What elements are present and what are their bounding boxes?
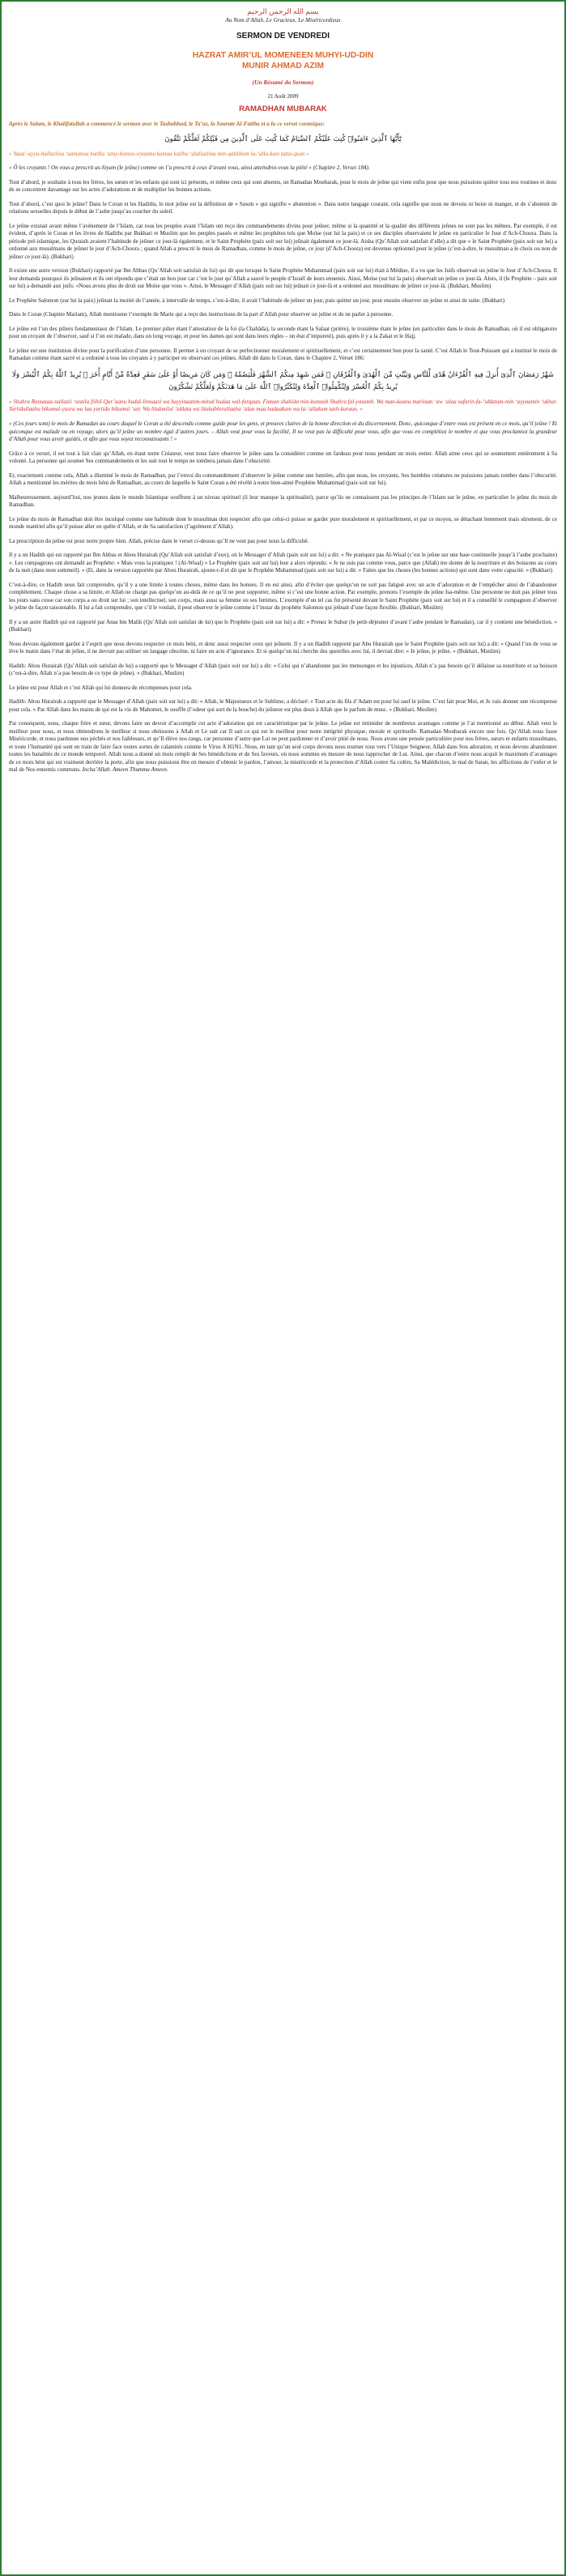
paragraph: Il existe une autre version (Bukhari) rapporté par Ibn Abbas (Qu’Allah soit satisfait de lui) qui dit que lorsque le Saint Prophète Muhammad (paix soit sur lui) était à Médine, il a vu que les Juifs observait un jeûne le Jour d’Ach-Choora. Il leur demanda pourquoi ils jeûnaient et ils ont répondu que c’était un bon jour car c’est le jour qu’Allah a sauvé le peuple d’Israël de leurs ennemis. Ainsi, Moïse (sur lui la paix) observait un jeûne ce jour-là. Alors, il (le Prophète – paix soit sur lui) a demandé aux juifs: «Nous avons plus de droit sur Moïse que vous ». Ainsi, le Messager d’Allah (paix soit sur lui) jeûnait ce jour-là et a ordonné aux musulmans de jeûner ce jour-là. (Bukhari, Muslim)	[9, 267, 557, 290]
paragraph: Le jeûne est l’un des piliers fondamentaux de l’Islam. Le premier pilier étant l’attestation de la foi (la Chahâda), la seconde étant la Salaat (prière), le troisième étant le jeûne (en particulier dans le mois de Ramadhan, où il est obligatoire pour un croyant de l’observer, sauf si l’on est malade, dans un long voyage, et pour les dames qui sont dans leurs règles – un état d’impureté), puis après il y a la Zakat et le Hajj.	[9, 325, 557, 340]
verse-2-translation: « (Ces jours sont) le mois de Ramadan au cours duquel le Coran a été descendu comme guide pour les gens, et preuves claires de la bonne direction et du discernement. Donc, quiconque d’entre vous est présent en ce mois, qu’il jeûne ! Et quiconque est malade ou en voyage, alors qu’il jeûne un nombre égal d’autres jours. – Allah veut pour vous la facilité, Il ne veut pas la difficulté pour vous, afin que vous en complétiez le nombre et que vous proclamiez la grandeur d’Allah pour vous avoir guidés, et afin que vous soyez reconnaissants ! »	[9, 420, 557, 443]
basmala-translation: Au Nom d’Allah, Le Gracieux, Le Miséricordieux	[225, 17, 341, 23]
speaker-name-line-2: MUNIR AHMAD AZIM	[241, 62, 325, 70]
paragraph: Tout d’abord, je souhaite à tous les frères, les sœurs et les enfants qui sont ici présents, et même ceux qui sont absents, un Ramadan Moubarak, pour le mois de jeûne qui vient enfin pour que nous puissions quitter tous nos routines et donc de se concentrer davantage sur les actes d’adorations et de multiplier les bonnes actions.	[9, 178, 557, 194]
verse-2-arabic: شَهْرُ رَمَضَانَ ٱلَّذِىٓ أُنزِلَ فِيهِ ٱلْقُرْءَانُ هُدًى لِّلنَّاسِ وَبَيِّنَٰتٍ مِّنَ ٱلْهُدَىٰ وَٱلْفُرْقَانِ ۚ فَمَن شَهِدَ مِنكُمُ ٱلشَّهْرَ فَلْيَصُمْهُ ۖ وَمَن كَانَ مَرِيضًا أَوْ عَلَىٰ سَفَرٍ فَعِدَّةٌ مِّنْ أَيَّامٍ أُخَرَ ۗ يُرِيدُ ٱللَّهُ بِكُمُ ٱلْيُسْرَ وَلَا يُرِيدُ بِكُمُ ٱلْعُسْرَ وَلِتُكْمِلُوا۟ ٱلْعِدَّةَ وَلِتُكَبِّرُوا۟ ٱللَّهَ عَلَىٰ مَا هَدَىٰكُمْ وَلَعَلَّكُمْ تَشْكُرُونَ	[12, 370, 554, 391]
verse-1-transliteration: « Yaaa’-ayyu-hallaziina ‘aamanuu kutiba ‘alay-kumus-siyaamu kamaa kutiba ‘alallaziina min-qablikum la-‘alla-kum tatta-quun »	[9, 150, 309, 157]
closing-paragraph	[9, 720, 557, 774]
paragraph: Hadith: Abou Hurairah a rapporté que le Messager d’Allah (paix soit sur lui) a dit: « Allah, le Majestueux et le Sublime, a déclaré: « Tout acte du fils d’Adam est pour lui sauf le jeûne. C’est fait pour Moi, et Je vais donner une récompense pour cela. » Par Allah dans les mains de qui est la vie de Mahomet, le souffle (l’odeur qui sort de la bouche) du jeûneur est plus doux à Allah que le parfum de musc. » (Bukhari, Muslim)	[9, 698, 557, 713]
verse-2-transliteration: « Shahru Ramazaa-nallazii ‘unzila fiihil-Qur’aanu hudal-linnaasi wa bayyinaatim-minal hudaa wal-furqaan. Faman shahida min-kumush Shahra fal-yasumh. Wa man-kaana mariizan ‘aw ‘alaa safarin-fa-‘iddatum-min ‘ayyaamin ‘ukhar. Yuriidullaahu bikumul-yusra wa laa yuriidu bikumul ‘usr. Wa litukmilul ‘iddata wa litukabbirullaaha ‘alaa maa hadaakum wa la-‘allakum tash-kuruun. »	[9, 398, 557, 413]
intro-paragraph: Après le Salam, le Khalifatullah a commencé le sermon avec le Tashahhud, le Ta’uz, la Sourate Al-Fatiha et a lu ce verset coranique:	[9, 121, 325, 127]
sermon-date: 21 Août 2009	[267, 93, 299, 100]
paragraph: Tout d’abord, c’est quoi le jeûne? Dans le Coran et les Hadiths, le mot jeûne est la définition de « Sawm » qui signifie « abstention ». Dans notre langage courant, cela signifie que nous ne devons ni boire ni manger, et de s’abstenir de relations sexuelles depuis le début de l’aube jusqu’au coucher du soleil.	[9, 200, 557, 215]
paragraph: Le jeûne existait avant même l’avènement de l’Islam, car tous les peuples avant l’Islam ont reçu des commandements divins pour jeûner, même si la quantité et la qualité des différents jeûnes ne sont pas les mêmes. Par exemple, il est évident, d’après le Coran et les livres de Hadiths par Bukhari et Muslim que les peuples passés et même les prophètes tels que Moïse (sur lui la paix) et ce ses disciples observaient le jeûne en particulier le Jour d’Ach-Choora. Dans la période pré-islamique, les Quraish avaient l’habitude de jeûner ce jour-là également, et le Saint Prophète (paix soit sur lui) jeûnait également ce jour-là. Aisha (Qu’Allah soit satisfait d’elle) a dit que « le Saint Prophète (paix soit sur lui) a ordonné aux musulmans de jeûner le jour d’Ach-Choora ; quand Allah a prescrit le mois de Ramadhan, comme le mois de jeûne, ce jour (d’Ach-Choora) est devenue optionnel pour le jeûne (c’est-à-dire, le musulman a le choix ou non de jeûner ce jour-là). (Bukhari)	[9, 222, 557, 260]
sermon-subtitle: (Un Résumé du Sermon)	[252, 79, 314, 86]
paragraph: Le jeûne est une institution divine pour la purification d’une personne. Il permet à un croyant de se perfectionner moralement et spirituellement, et c’est certainement bon pour la santé. C’est Allah le Tout-Puissant qui a institué le mois de Ramadan comme étant sacré et a ordonné à tous les croyants à y participer en observant ces jeûnes. Allah dit dans le Coran, dans le Chapitre 2, Verset 186:	[9, 347, 557, 362]
verse-1-translation: « Ô les croyants ! On vous a prescrit as-Siyam (le jeûne) comme on l’a prescrit à ceux d’avant vous, ainsi atteindrez-vous la piété » (Chapitre 2, Verset 184).	[9, 164, 370, 172]
speaker-name-line-1: HAZRAT AMIR’UL MOMENEEN MUHYI-UD-DIN	[192, 51, 374, 60]
verse-1-arabic: يَٰٓأَيُّهَا ٱلَّذِينَ ءَامَنُوا۟ كُتِبَ عَلَيْكُمُ ٱلصِّيَامُ كَمَا كُتِبَ عَلَى ٱلَّذِينَ مِن قَبْلِكُمْ لَعَلَّكُمْ تَتَّقُونَ	[164, 134, 402, 143]
paragraph: Nous devons également garder à l’esprit que nous devons respecter ce mois béni, et donc aussi respecter ceux qui jeûnent. Il y a un Hadith rapporté par Abu Hurairah que le Saint Prophète (paix soit sur lui) a dit: « Quand l’un de vous se lève le matin dans l’état de jeûne, il ne devrait pas utiliser un langage obscène, ni faire un acte d’ignorance. Et si quelqu’un lui cherche des querelles avec lui, il devrait dire: « Je jeûne, je jeûne. » (Bukhari, Muslim)	[9, 640, 557, 655]
closing-text: Par conséquent, nous, chaque frère et sœur, devons faire un devoir d’accomplir cet acte d’adoration qui est caractéristique par le jeûne. Le jeûne est intimider de nombreux avantages comme je l’ai mentionné au début. Allah veut le meilleur pour nous, et nous obtiendrons le meilleur si nous obéissons à Allah et Le suit car Il sait ce qui est le meilleur pour notre intégrité physique, morale et spirituelle. Ramadan Moubarak encore une fois. Qu’Allah nous fasse Miséricorde, et nous pardonne nos péchés et nos faiblesses, et qu’Il élève nos rangs, car personne d’autre que Lui ne peut pardonner et d’avoir pitié de nous. Nous avons une pensée particulière pour nos frères, sœurs et enfants musulmans, et toute l’humanité qui sont en train de faire face toutes sortes de calamités comme le Virus A H1N1. Nous, en tant qu’un seul corps devons nous tourner tous vers l’Unique Seigneur, Allah dans Son adoration, et nous devons abandonner toutes les banalités de ce monde temporel. Allah nous a donné un mois rempli de Ses bénédictions et de Ses faveurs, où nous sommes en mesure de nous rapprocher de Lui. Ainsi, que chacun d’entre nous acquit le maximum d’avantages de ce mois béni qui est vraiment derrière la porte, afin que nous puissions être en mesure d’obtenir le pardon, l’amour, la miséricorde et la protection d’Allah contre Sa colère, Sa Malédiction, le mal de Satan, les afflictions de l’enfer et le mal de Nos ennemis communs.	[9, 720, 557, 774]
paragraph: Le jeûne du mois de Ramadhan doit être inculqué comme une habitude dont le musulman doit respecter afin que celui-ci puisse se garder pure moralement et spirituellement, et par ce moyen, se détachant lentement mais sûrement, de ce monde matériel afin qu’il puisse aller en quête d’Allah, et de Sa satisfaction (l’agrément d’Allah).	[9, 515, 557, 531]
paragraph: Malheureusement, aujourd’hui, nos jeunes dans le monde Islamique souffrent à un niveau spirituel (il leur manque la spiritualité), parce qu’ils ne connaissent pas les principes de l’Islam sur le jeûne, en particulier le jeûne du mois de Ramadhan.	[9, 493, 557, 509]
section-heading: RAMADHAN MUBARAK	[239, 104, 327, 113]
paragraph: C’est-à-dire, ce Hadith nous fait comprendre, qu’il y a une limite à toutes choses, même dans les bonnes. Il en est ainsi, afin d’éviter que quelqu’un ne soit pas fatigué avec un acte d’adoration et de l’empêcher ainsi de l’abandonner complètement. Chaque chose a sa limite, et Allah ne charge pas quelqu’un au-delà de ce qu’il ne peut supporter, même si c’est une bonne action. Par exemple, prenons l’exemple du jeûne Isa-même. Une personne ne doit pas jeûner tous les jours sans cesse car son corps a ou droit sur lui ; son intellectuel, son corps, mais aussi sa femme ou ses femmes. L’exemple d’un tel cas fut présenté devant le Saint Prophète (paix soit sur lui) et il a conseillé le compagnon d’observer le jeûne de façon raisonnable. Il lui a fait comprendre, que s’il le voulait, il peut observer le jeûne comme à l’instar du prophète Salomon qui jeûnait d’une façon flexible. (Bukhari, Muslim)	[9, 581, 557, 612]
paragraph: Grâce à ce verset, il est tout à fait clair qu’Allah, en étant notre Créateur, veut nous faire observer le jeûne sans la considérer comme un fardeau pour nous pendant un mois entier. Allah aime ceux qui se soumettent entièrement à Sa volonté. La personne qui soumet Ses commandements et les suit tout le temps ne tombera jamais dans l’obscurité.	[9, 450, 557, 465]
paragraph: La prescription du jeûne est pour notre propre bien. Allah, précise dans le verset ci-dessus qu’Il ne veut pas pour nous la difficulté.	[9, 537, 309, 544]
paragraph: Hadith: Abou Hurairah (Qu’Allah soit satisfait de lui) a rapporté que le Messager d’Allah (paix soit sur lui) a dit: « Celui qui n’abandonne pas les mensonges et les injustices, Allah n’a pas besoin qu’il délaisse sa nourriture et sa boisson (c’est-à-dire, Allah n’a pas besoin de ce type de jeûne). » (Bukhari, Muslim)	[9, 662, 557, 677]
paragraph: Et, exactement comme cela, Allah a illuminé le mois de Ramadhan, par l’envoi du commandement d’observer le jeûne comme une lumière, afin que nous, les croyants, Ses humbles créatures ne puissions jamais tomber dans l’obscurité. Allah a mentionné les mérites du mois béni de Ramadhan, au cours de laquelle le Saint Coran a été révélé à notre bien-aimé Prophète Muhammad (paix soit sur lui).	[9, 471, 557, 487]
basmala-arabic: بسم الله الرحمن الرحيم	[247, 7, 319, 15]
paragraph: Dans le Coran (Chapitre Mariam), Allah mentionne l’exemple de Marie qui a reçu des instructions de la part d’Allah pour observer un jeûne et de ne parler à personne.	[9, 311, 394, 318]
paragraph: Il y a un Hadith qui est rapporté par Ibn Abbas et Abou Hurairah (Qu’Allah soit satisfait d’eux), où le Messager d’Allah (paix soit sur lui) a dit: « Ne pratiquez pas Al-Wisal (c’est le jeûne sur une base continuelle jusqu’à l’aube prochaine) ». Les compagnons ont demandé au Prophète: « Mais vous la pratiquez ! (Al-Wisal) » Le Prophète (paix soit sur lui) leur a alors répondu: « Je ne suis pas comme vous, parce que (Allah) me donne de la nourriture et des boissons au cours de la nuit (dans mon sommeil). » (Et, dans la version rapportée par Abou Hurairah, ajoute-t-il et dit que le Prophète Muhammad (paix soit sur lui) a dit: « Faites que les choses (les bonnes actions) qui sont dans votre capacité. » (Bukhari)	[9, 552, 557, 574]
page-title: SERMON DE VENDREDI	[236, 32, 330, 41]
paragraph: Le jeûne est pour Allah et c’est Allah qui lui donnera de récompenses pour cela.	[9, 684, 193, 691]
paragraph: Il y a un autre Hadith qui est rapporté par Anas bin Malik (Qu’Allah soit satisfait de lui) que le Prophète (paix soit sur lui) a dit: « Prenez le Suhur (le petit-déjeuner d’avant l’aube pendant le Ramadan), car il y contient une bénédiction. » (Bukhari)	[9, 618, 557, 633]
closing-invocation: Incha’Allah. Ameen Thumma Ameen.	[82, 766, 168, 774]
paragraph: Le Prophète Salomon (sur lui la paix) jeûnait la moitié de l’année, à intervalle de temps, c’est-à-dire, il avait l’habitude de jeûner un jour, puis quitter un jour, pour ensuite observer un jeûne et ainsi de suite. (Bukhari)	[9, 296, 505, 304]
